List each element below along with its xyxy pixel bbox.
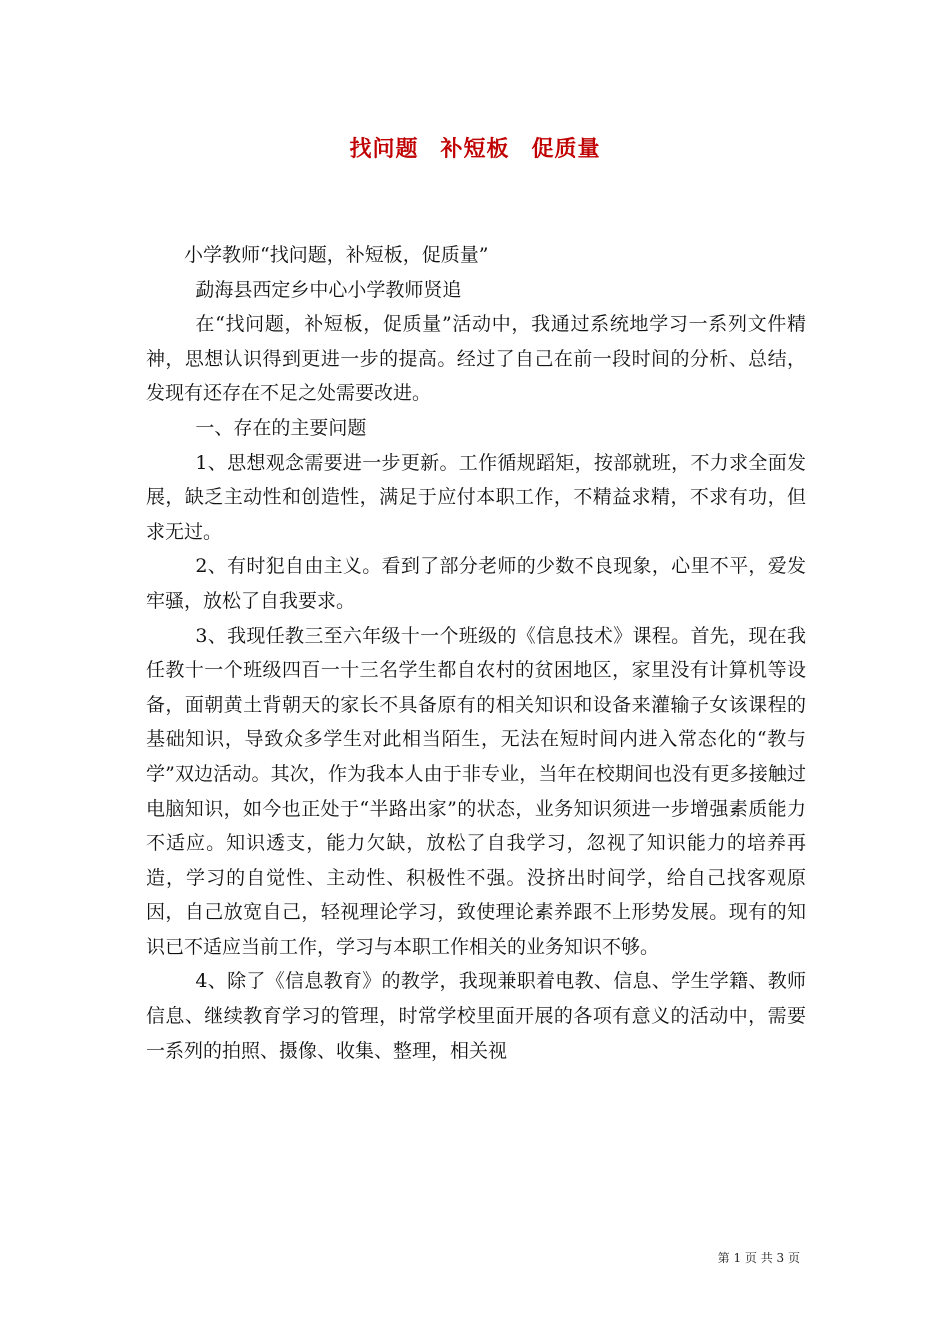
section-heading: 一、存在的主要问题 bbox=[195, 416, 367, 439]
intro-paragraph: 在“找问题，补短板，促质量”活动中，我通过系统地学习一系列文件精神，思想认识得到更进一步的提高。经过了自己在前一段时间的分析、总结，发现有还存在不足之处需要改进。 bbox=[146, 313, 806, 405]
title-part-1: 找问题 bbox=[349, 136, 419, 162]
title-part-2: 补短板 bbox=[440, 136, 510, 162]
issue-paragraph-1: 1、思想观念需要进一步更新。工作循规蹈矩，按部就班，不力求全面发展，缺乏主动性和创造性，满足于应付本职工作，不精益求精，不求有功，但求无过。 bbox=[146, 451, 806, 543]
issue-paragraph-4: 4、除了《信息教育》的教学，我现兼职着电教、信息、学生学籍、教师信息、继续教育学习的管理，时常学校里面开展的各项有意义的活动中，需要一系列的拍照、摄像、收集、整理，相关视 bbox=[146, 970, 806, 1062]
title-part-3: 促质量 bbox=[531, 136, 601, 162]
issue-paragraph-3: 3、我现任教三至六年级十一个班级的《信息技术》课程。首先，现在我任教十一个班级四百一十三名学生都自农村的贫困地区，家里没有计算机等设备，面朝黄土背朝天的家长不具备原有的相关知识和设备来灌输子女该课程的基础知识，导致众多学生对此相当陌生，无法在短时间内进入常态化的“教与学”双边活动。其次，作为我本人由于非专业，当年在校期间也没有更多接触过电脑知识，如今也正处于“半路出家”的状态，业务知识须进一步增强素质能力不适应。知识透支，能力欠缺，放松了自我学习，忽视了知识能力的培养再造，学习的自觉性、主动性、积极性不强。没挤出时间学，给自己找客观原因，自己放宽自己，轻视理论学习，致使理论素养跟不上形势发展。现有的知识已不适应当前工作，学习与本职工作相关的业务知识不够。 bbox=[146, 624, 806, 958]
subtitle-line: 小学教师“找问题，补短板，促质量” bbox=[184, 244, 489, 266]
author-line: 勐海县西定乡中心小学教师贤追 bbox=[195, 278, 462, 301]
document-title bbox=[0, 132, 950, 163]
document-body bbox=[146, 238, 806, 1068]
page-number: 第 1 页 共 3 页 bbox=[717, 1251, 800, 1265]
issue-paragraph-2: 2、有时犯自由主义。看到了部分老师的少数不良现象，心里不平，爱发牢骚，放松了自我要求。 bbox=[146, 555, 806, 612]
